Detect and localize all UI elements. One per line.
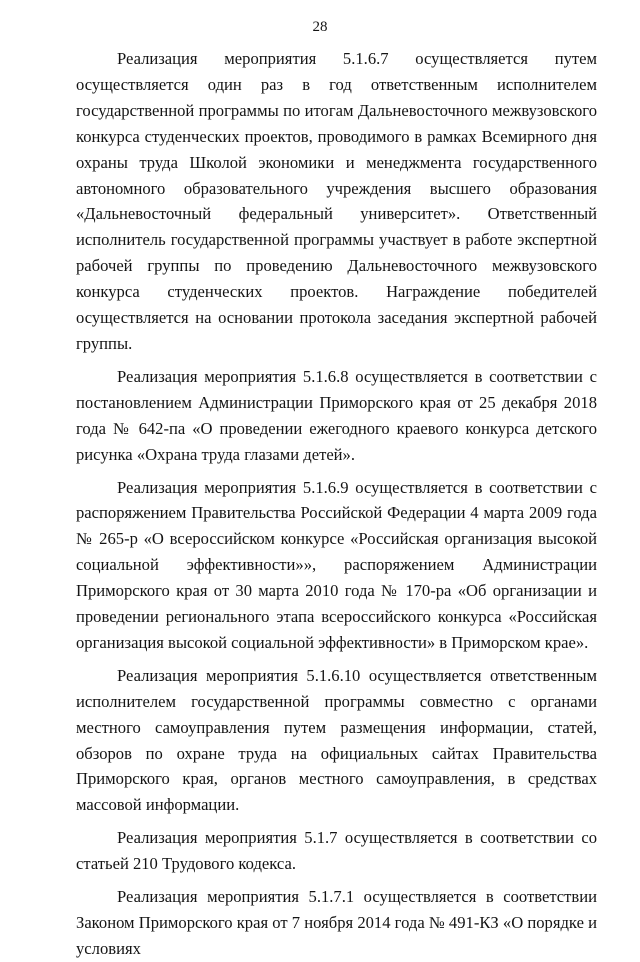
paragraph-measure-5-1-6-8: Реализация мероприятия 5.1.6.8 осуществляется в соответствии с постановлением Администрации Приморского края от 25 декабря 2018 года № 642-па «О проведении ежегодного краевого конкурса детского рисунка «Охрана труда глазами детей». <box>76 366 597 464</box>
paragraph-measure-5-1-6-10: Реализация мероприятия 5.1.6.10 осуществляется ответственным исполнителем государственной программы совместно с органами местного самоуправления путем размещения информации, статей, обзоров по охране труда на официальных сайтах Правительства Приморского края, органов местного самоуправления, в средствах массовой информации. <box>76 665 597 815</box>
paragraph-measure-5-1-6-9: Реализация мероприятия 5.1.6.9 осуществляется в соответствии с распоряжением Правительства Российской Федерации 4 марта 2009 года № 265-р «О всероссийском конкурсе «Российская организация высокой социальной эффективности»», распоряжением Администрации Приморского края от 30 марта 2010 года № 170-ра «Об организации и проведении регионального этапа всероссийского конкурса «Российская организация высокой социальной эффективности» в Приморском крае». <box>76 477 597 652</box>
document-body <box>76 46 597 962</box>
paragraph-measure-5-1-7: Реализация мероприятия 5.1.7 осуществляется в соответствии со статьей 210 Трудового кодекса. <box>76 828 597 874</box>
paragraph-measure-5-1-7-1: Реализация мероприятия 5.1.7.1 осуществляется в соответствии Законом Приморского края от 7 ноября 2014 года № 491-КЗ «О порядке и условиях <box>76 887 597 958</box>
page-number: 28 <box>312 19 328 35</box>
paragraph-measure-5-1-6-7: Реализация мероприятия 5.1.6.7 осуществляется путем осуществляется один раз в год ответственным исполнителем государственной программы по итогам Дальневосточного межвузовского конкурса студенческих проектов, проводимого в рамках Всемирного дня охраны труда Школой экономики и менеджмента государственного автономного образовательного учреждения высшего образования «Дальневосточный федеральный университет». Ответственный исполнитель государственной программы участвует в работе экспертной рабочей группы по проведению Дальневосточного межвузовского конкурса студенческих проектов. Награждение победителей осуществляется на основании протокола заседания экспертной рабочей группы. <box>76 49 597 353</box>
